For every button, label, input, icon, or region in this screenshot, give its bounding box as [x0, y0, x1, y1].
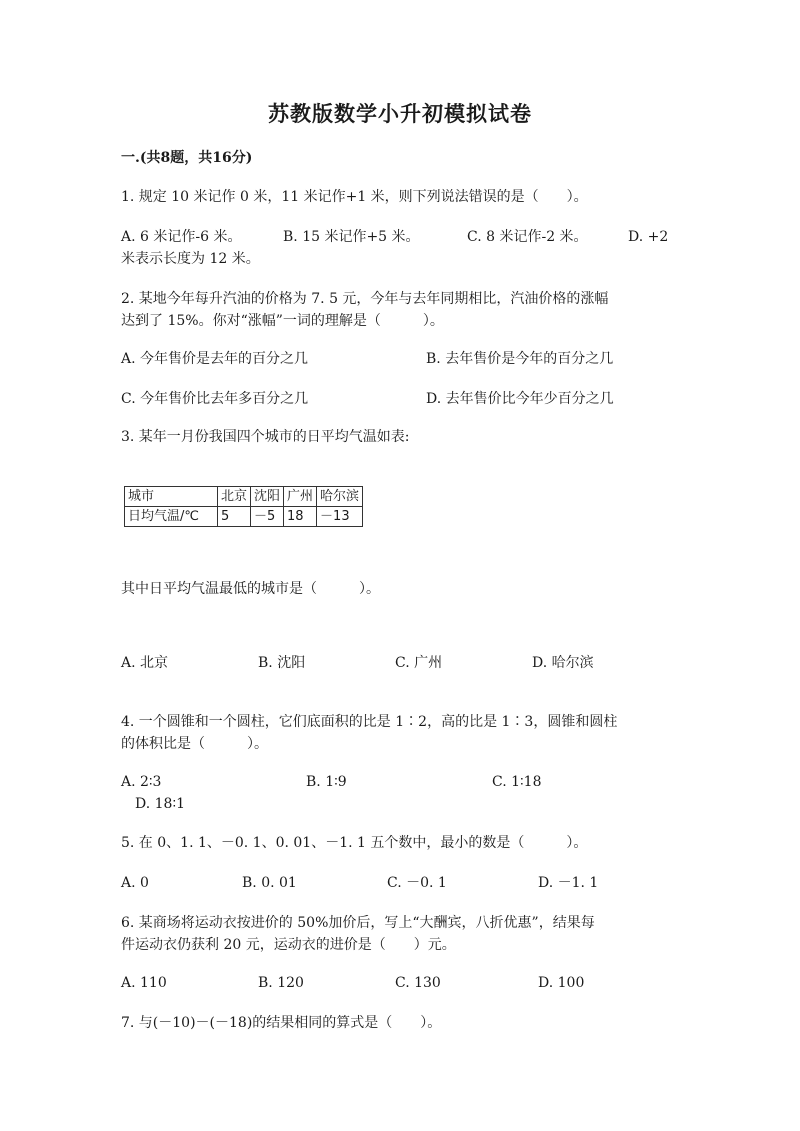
question-3-option-c: C. 广州 [395, 655, 443, 671]
question-3-option-d: D. 哈尔滨 [532, 655, 594, 671]
question-6-option-c: C. 130 [395, 975, 441, 991]
question-4-stem-line-1: 4. 一个圆锥和一个圆柱，它们底面积的比是 1∶2，高的比是 1∶3，圆锥和圆柱 [121, 714, 618, 730]
question-4-option-d: D. 18∶1 [135, 796, 185, 812]
question-7-stem: 7. 与(－10)－(－18)的结果相同的算式是（ ）。 [121, 1015, 442, 1031]
question-2-stem-line-2: 达到了 15%。你对“涨幅”一词的理解是（ ）。 [121, 313, 444, 329]
table-cell: －5 [251, 507, 284, 527]
question-5-option-b: B. 0. 01 [242, 875, 297, 891]
table-cell: 日均气温/℃ [125, 507, 218, 527]
table-header-cell: 城市 [125, 487, 218, 507]
question-2-option-d: D. 去年售价比今年少百分之几 [426, 391, 614, 407]
question-1-option-a: A. 6 米记作-6 米。 [121, 229, 242, 245]
question-6-stem-line-1: 6. 某商场将运动衣按进价的 50%加价后，写上“大酬宾，八折优惠”，结果每 [121, 915, 595, 931]
question-5-option-a: A. 0 [121, 875, 149, 891]
table-cell: －13 [317, 507, 363, 527]
table-header-cell: 广州 [284, 487, 317, 507]
page-title: 苏教版数学小升初模拟试卷 [268, 101, 532, 126]
table-cell: 5 [218, 507, 251, 527]
question-3-option-b: B. 沈阳 [258, 655, 306, 671]
table-row [125, 507, 363, 527]
question-4-stem-line-2: 的体积比是（ ）。 [121, 736, 268, 752]
question-6-option-d: D. 100 [538, 975, 585, 991]
question-3-prompt: 其中日平均气温最低的城市是（ ）。 [121, 581, 380, 597]
question-6-option-b: B. 120 [258, 975, 304, 991]
question-6-stem-line-2: 件运动衣仍获利 20 元，运动衣的进价是（ ）元。 [121, 937, 456, 953]
question-4-option-c: C. 1∶18 [492, 774, 542, 790]
question-5-option-d: D. －1. 1 [538, 875, 599, 891]
question-1-option-c: C. 8 米记作-2 米。 [467, 229, 588, 245]
question-4-option-a: A. 2∶3 [121, 774, 162, 790]
table-cell: 18 [284, 507, 317, 527]
table-header-cell: 哈尔滨 [317, 487, 363, 507]
question-5-option-c: C. －0. 1 [387, 875, 447, 891]
question-6-option-a: A. 110 [121, 975, 167, 991]
question-2-stem-line-1: 2. 某地今年每升汽油的价格为 7. 5 元，今年与去年同期相比，汽油价格的涨幅 [121, 291, 609, 307]
question-1-option-d: D. +2 [628, 229, 669, 245]
question-1-option-b: B. 15 米记作+5 米。 [283, 229, 420, 245]
question-1-option-d-continued: 米表示长度为 12 米。 [121, 251, 260, 267]
question-3-option-a: A. 北京 [121, 655, 169, 671]
table-header-row [125, 487, 363, 507]
question-2-option-b: B. 去年售价是今年的百分之几 [426, 351, 614, 367]
temperature-table [124, 486, 363, 527]
table-header-cell: 北京 [218, 487, 251, 507]
table-header-cell: 沈阳 [251, 487, 284, 507]
question-3-stem: 3. 某年一月份我国四个城市的日平均气温如表: [121, 429, 410, 445]
section-heading: 一.(共8题，共16分) [121, 150, 253, 166]
question-4-option-b: B. 1∶9 [306, 774, 347, 790]
question-2-option-c: C. 今年售价比去年多百分之几 [121, 391, 309, 407]
question-1-stem: 1. 规定 10 米记作 0 米，11 米记作+1 米，则下列说法错误的是（ ）。 [121, 189, 588, 205]
question-5-stem: 5. 在 0、1. 1、－0. 1、0. 01、－1. 1 五个数中，最小的数是（ ）。 [121, 835, 588, 851]
question-2-option-a: A. 今年售价是去年的百分之几 [121, 351, 309, 367]
